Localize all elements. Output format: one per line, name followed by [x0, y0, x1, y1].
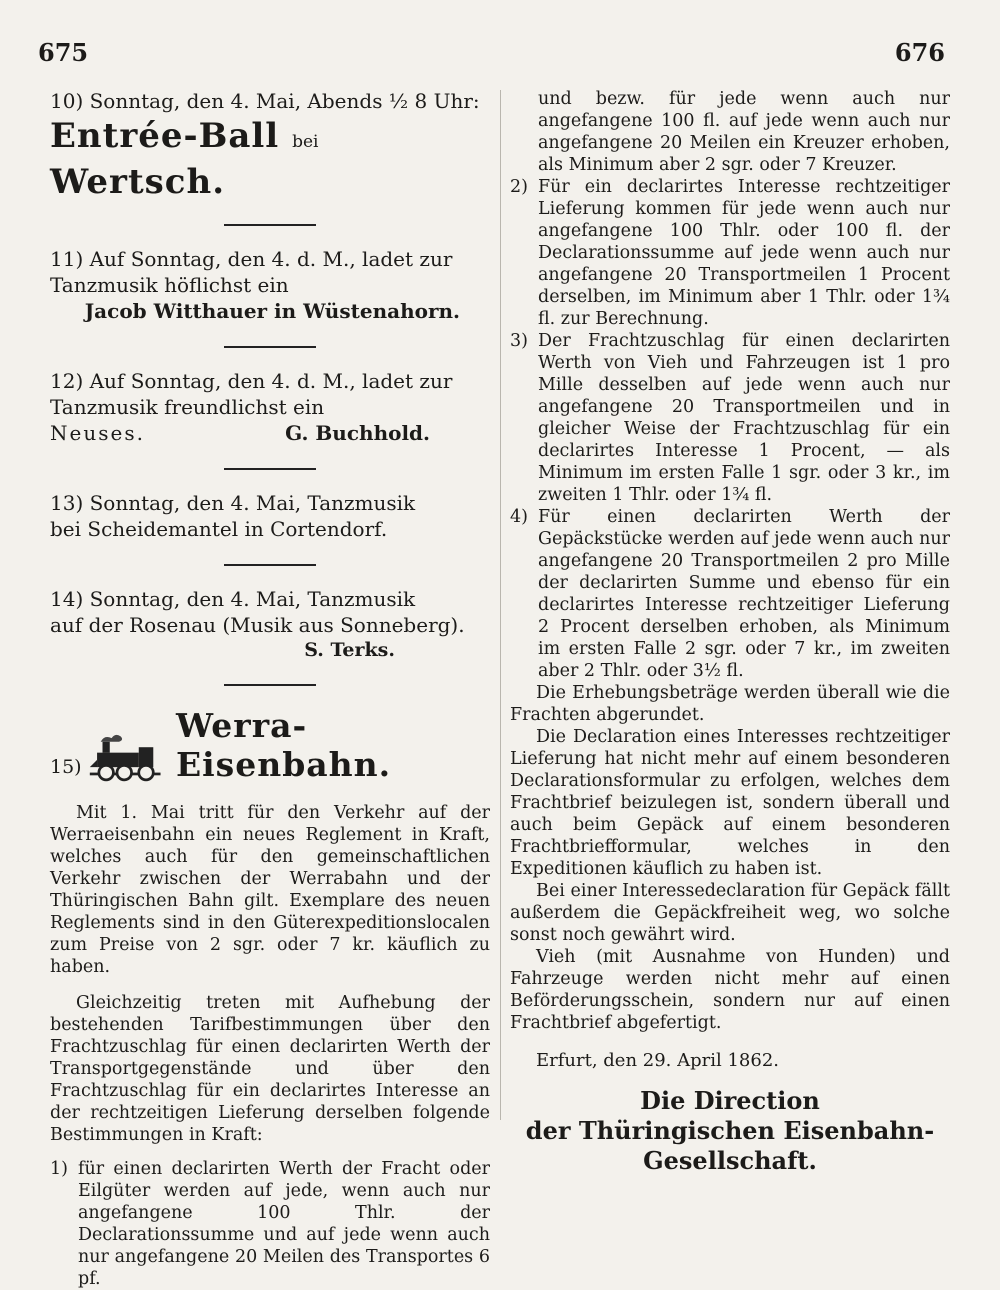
- rule-item-1-number: 1): [50, 1159, 68, 1179]
- notice-15-title: Werra-Eisenbahn.: [175, 706, 392, 784]
- notice-12: [50, 368, 490, 446]
- notice-15-number: 15): [50, 756, 82, 778]
- paragraph-rounding: Die Erhebungsbeträge werden überall wie die Frachten abgerundet.: [510, 683, 950, 725]
- notice-10-line: 10) Sonntag, den 4. Mai, Abends ½ 8 Uhr:: [50, 89, 480, 113]
- locomotive-icon: [88, 730, 162, 788]
- notice-10: [50, 88, 490, 202]
- notice-15-heading: [50, 706, 490, 788]
- rule-item-1-continued-indent: [510, 88, 538, 176]
- notice-13-line2: bei Scheidemantel in Cortendorf.: [50, 517, 388, 541]
- page-number-right: 676: [894, 38, 945, 67]
- notice-10-title-main: Entrée-Ball: [50, 116, 280, 156]
- notice-10-title: [50, 116, 490, 202]
- notice-15: [50, 706, 490, 1290]
- notice-13: [50, 490, 490, 542]
- rule-item-2: [510, 176, 950, 330]
- notice-12-line2: Tanzmusik freundlichst ein: [50, 395, 325, 419]
- paragraph-baggage: Bei einer Interessedeclaration für Gepäck fällt außerdem die Gepäckfreiheit weg, wo solche sonst noch gewährt wird.: [510, 881, 950, 945]
- rule-item-1-continued: [510, 88, 950, 176]
- separator-rule: [224, 684, 316, 686]
- column-divider: [500, 90, 501, 1120]
- notice-14: [50, 586, 490, 662]
- left-column: [50, 88, 490, 1290]
- notice-11-name: Jacob Witthauer in Wüstenahorn.: [84, 299, 460, 323]
- notice-12-line1: 12) Auf Sonntag, den 4. d. M., ladet zur: [50, 369, 453, 393]
- notice-11-line2: Tanzmusik höflichst ein: [50, 273, 289, 297]
- separator-rule: [224, 564, 316, 566]
- signature-line-3: Gesellschaft.: [643, 1146, 817, 1175]
- separator-rule: [224, 224, 316, 226]
- signature-line-1: Die Direction: [640, 1086, 820, 1115]
- rule-item-3: [510, 330, 950, 506]
- rule-item-3-number: 3): [510, 331, 528, 351]
- paragraph-declaration: Die Declaration eines Interesses rechtzeitiger Lieferung hat nicht mehr auf einem besonderen Declarationsformular zu erfolgen, welches dem Frachtbrief beizulegen ist, sondern überall und auch beim Gepäck auf einem besonderen Frachtbriefformular, welches in den Expeditionen käuflich zu haben ist.: [510, 727, 950, 879]
- rule-item-1: [50, 1158, 490, 1290]
- notice-14-line2: auf der Rosenau (Musik aus Sonneberg).: [50, 613, 465, 637]
- signature-block: [510, 1086, 950, 1176]
- separator-rule: [224, 468, 316, 470]
- dateline: Erfurt, den 29. April 1862.: [536, 1050, 780, 1071]
- rule-item-4-number: 4): [510, 507, 528, 527]
- notice-12-name: G. Buchhold.: [285, 421, 430, 445]
- notice-15-paragraph-2: Gleichzeitig treten mit Aufhebung der bestehenden Tarifbestimmungen über den Frachtzuschlag für einen declarirten Werth der Transportgegenstände und über den Frachtzuschlag für ein declarirtes Interesse an der rechtzeitigen Lieferung derselben folgende Bestimmungen in Kraft:: [50, 993, 490, 1145]
- notice-10-title-bei: bei: [292, 132, 319, 152]
- paragraph-livestock: Vieh (mit Ausnahme von Hunden) und Fahrzeuge werden nicht mehr auf einen Beförderungsschein, sondern nur auf einen Frachtbrief abgefertigt.: [510, 947, 950, 1033]
- notice-15-paragraph-1: Mit 1. Mai tritt für den Verkehr auf der Werraeisenbahn ein neues Reglement in Kraft, welches auch für den gemeinschaftlichen Verkehr zwischen der Werrabahn und der Thüringischen Bahn gilt. Exemplare des neuen Reglements sind in den Güterexpeditionslocalen zum Preise von 2 sgr. oder 7 kr. käuflich zu haben.: [50, 803, 490, 977]
- right-column: [510, 88, 950, 1176]
- notice-14-line1: 14) Sonntag, den 4. Mai, Tanzmusik: [50, 587, 416, 611]
- notice-11-line1: 11) Auf Sonntag, den 4. d. M., ladet zur: [50, 247, 453, 271]
- rule-item-4: [510, 506, 950, 682]
- signature-line-2: der Thüringischen Eisenbahn-: [525, 1116, 935, 1145]
- page-number-left: 675: [38, 38, 89, 67]
- notice-11: [50, 246, 490, 324]
- rule-item-4-text: Für einen declarirten Werth der Gepäckstücke werden auf jede wenn auch nur angefangene 20 Transportmeilen 2 pro Mille der declarirten Summe und ebenso für ein declarirtes Interesse rechtzeitiger Lieferung 2 Procent derselben erhoben, als Minimum im ersten Falle 2 sgr. oder 7 kr., im zweiten aber 2 Thlr. oder 3½ fl.: [538, 507, 950, 681]
- rule-item-2-number: 2): [510, 177, 528, 197]
- rule-item-1-text: für einen declarirten Werth der Fracht oder Eilgüter werden auf jede, wenn auch nur angefangene 100 Thlr. der Declarationssumme und auf jede wenn auch nur angefangene 20 Meilen des Transportes 6 pf.: [78, 1159, 490, 1289]
- notice-14-name: S. Terks.: [304, 639, 395, 661]
- notice-10-title-name: Wertsch.: [50, 162, 226, 202]
- rule-item-2-text: Für ein declarirtes Interesse rechtzeitiger Lieferung kommen für jede wenn auch nur angefangene 100 Thlr. oder 100 fl. der Declarationssumme auf jede wenn auch nur angefangene 20 Transportmeilen 1 Procent derselben, im Minimum aber 1 Thlr. oder 1¾ fl. zur Berechnung.: [538, 177, 950, 329]
- separator-rule: [224, 346, 316, 348]
- notice-12-place: Neuses.: [50, 421, 145, 445]
- rule-item-3-text: Der Frachtzuschlag für einen declarirten Werth von Vieh und Fahrzeugen ist 1 pro Mille desselben auf jede wenn auch nur angefangene 20 Transportmeilen und in gleicher Weise der Frachtzuschlag für ein declarirtes Interesse 1 Procent, — als Minimum im ersten Falle 1 sgr. oder 3 kr., im zweiten 1 Thlr. oder 1¾ fl.: [538, 331, 950, 505]
- notice-13-line1: 13) Sonntag, den 4. Mai, Tanzmusik: [50, 491, 416, 515]
- rule-item-1-continued-text: und bezw. für jede wenn auch nur angefangene 100 fl. auf jede wenn auch nur angefangene 20 Meilen ein Kreuzer erhoben, als Minimum aber 2 sgr. oder 7 Kreuzer.: [538, 89, 950, 175]
- notice-12-signature-line: [50, 420, 490, 446]
